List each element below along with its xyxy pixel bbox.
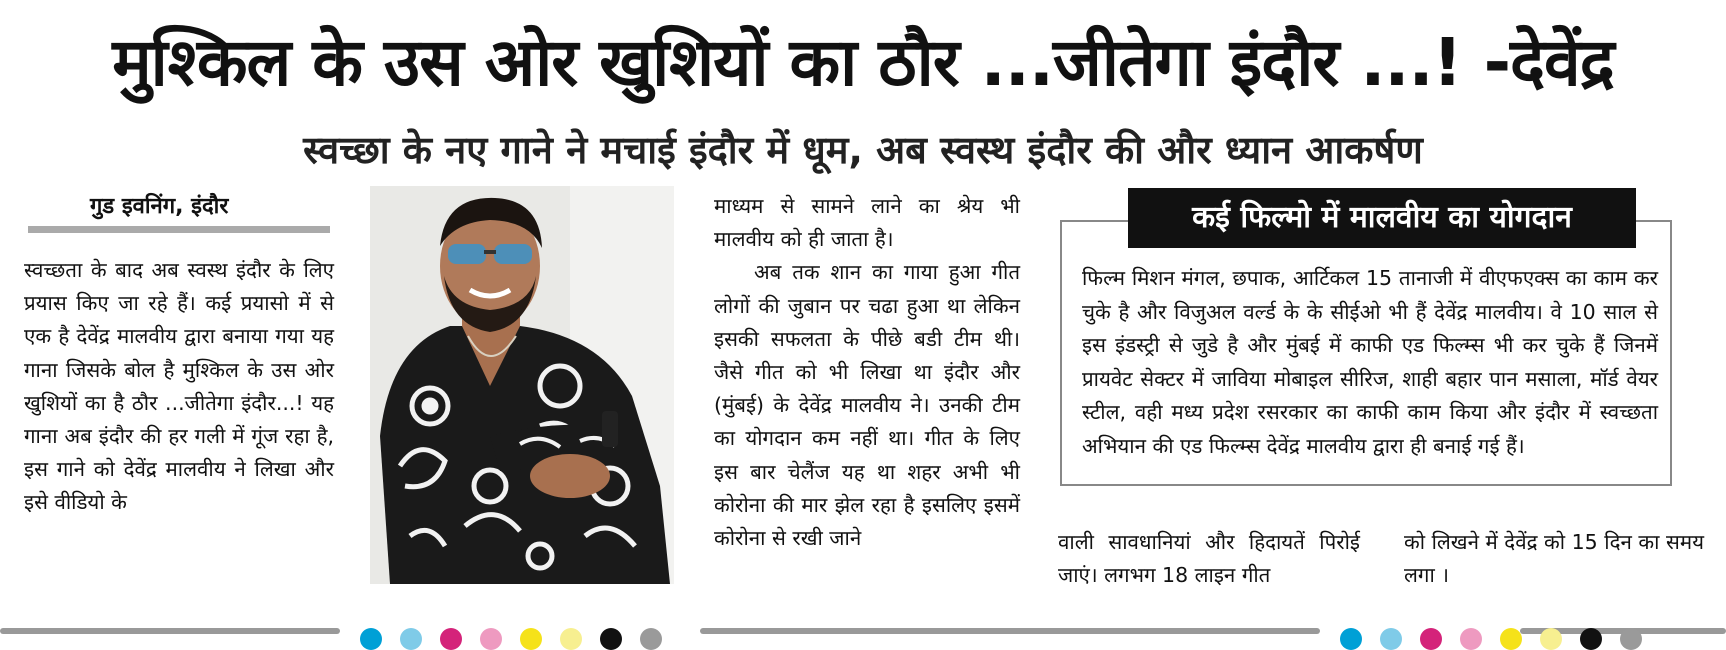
article-column-2: [714, 190, 1020, 555]
byline-rule: [28, 226, 330, 233]
article-column-1: स्वच्छता के बाद अब स्वस्थ इंदौर के लिए प्रयास किए जा रहे हैं। कई प्रयासो में से एक है देवेंद्र मालवीय द्वारा बनाया गया यह गाना जिसके बोल है मुश्किल के उस ओर खुशियों का है ठौर ...जीतेगा इंदौर...! यह गाना अब इंदौर की हर गली में गूंज रहा है, इस गाने को देवेंद्र मालवीय ने लिखा और इसे वीडियो के: [24, 258, 334, 515]
article-column-4: को लिखने में देवेंद्र को 15 दिन का समय लगा ।: [1404, 530, 1704, 588]
sidebar-box-title: कई फिल्मो में मालवीय का योगदान: [1128, 188, 1636, 248]
article-column-3: वाली सावधानियां और हिदायतें पिरोई जाएं। लगभग 18 लाइन गीत: [1058, 530, 1360, 588]
registration-dot: [600, 628, 622, 650]
registration-dot: [1580, 628, 1602, 650]
byline: गुड इवनिंग, इंदौर: [90, 194, 229, 219]
registration-rule-middle: [700, 628, 1320, 634]
subheadline: स्वच्छा के नए गाने ने मचाई इंदौर में धूम, अब स्वस्थ इंदौर की और ध्यान आकर्षण: [303, 128, 1423, 172]
registration-dot: [1340, 628, 1362, 650]
registration-dot: [360, 628, 382, 650]
column-2-paragraph-1: माध्यम से सामने लाने का श्रेय भी मालवीय को ही जाता है।: [714, 194, 1020, 252]
registration-dot: [560, 628, 582, 650]
portrait-photo: [370, 186, 674, 584]
registration-dot: [1420, 628, 1442, 650]
registration-dot: [1380, 628, 1402, 650]
registration-dot: [400, 628, 422, 650]
registration-dot: [1460, 628, 1482, 650]
registration-dot: [1500, 628, 1522, 650]
portrait-illustration: [370, 186, 674, 584]
registration-dot: [520, 628, 542, 650]
headline: मुश्किल के उस ओर खुशियों का ठौर ...जीतेगा इंदौर ...! -देवेंद्र: [112, 24, 1614, 101]
registration-dot: [480, 628, 502, 650]
sidebar-box-text: फिल्म मिशन मंगल, छपाक, आर्टिकल 15 तानाजी में वीएफएक्स का काम कर चुके है और विजुअल वर्ल्ड के के सीईओ भी हैं देवेंद्र मालवीय। वे 10 साल से इस इंडस्ट्री से जुडे है और मुंबई में काफी एड फिल्म्स भी कर चुके हैं जिनमें प्रायवेट सेक्टर में जाविया मोबाइल सीरिज, शाही बहार पान मसाला, मॉर्ड वेयर स्टील, वही मध्य प्रदेश रसरकार का काफी काम किया और इंदौर में स्वच्छता अभियान की एड फिल्म्स देवेंद्र मालवीय द्वारा ही बनाई गई हैं।: [1082, 266, 1658, 458]
registration-dot: [640, 628, 662, 650]
column-2-paragraph-2: अब तक शान का गाया हुआ गीत लोगों की जुबान पर चढा हुआ था लेकिन इसकी सफलता के पीछे बडी टीम थी। जैसे गीत को भी लिखा था इंदौर और (मुंबई) के देवेंद्र मालवीय ने। उनकी टीम का योगदान कम नहीं था। गीत के लिए इस बार चेलैंज यह था शहर अभी भी कोरोना की मार झेल रहा है इसलिए इसमें कोरोना से रखी जाने: [714, 260, 1020, 551]
print-registration-bar: [0, 628, 1726, 640]
registration-rule-left: [0, 628, 340, 634]
registration-dot: [1620, 628, 1642, 650]
registration-dot: [1540, 628, 1562, 650]
registration-dot: [440, 628, 462, 650]
